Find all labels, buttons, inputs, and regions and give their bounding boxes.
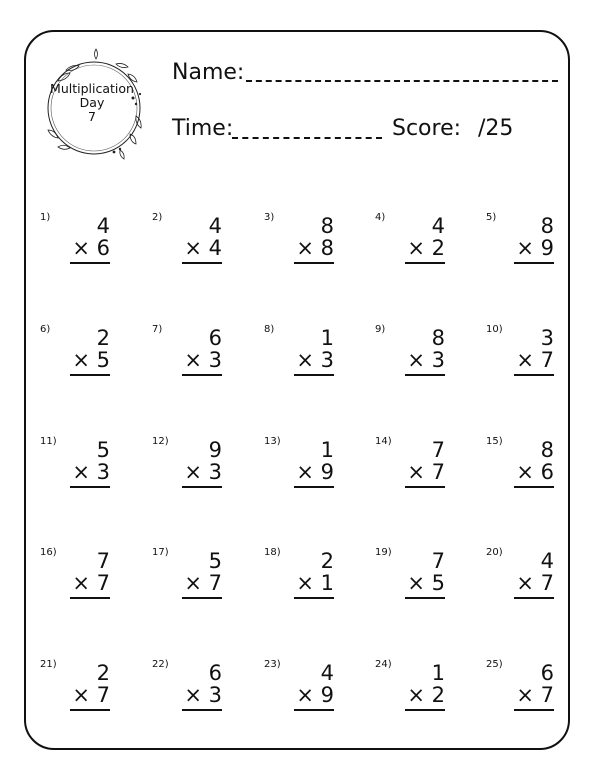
- answer-line[interactable]: [294, 597, 334, 599]
- score-label: Score:: [392, 116, 462, 141]
- problem-5: [486, 212, 554, 282]
- multiplicand: 3: [540, 326, 554, 350]
- problem-number: 6): [40, 324, 51, 335]
- multiplier: × 3: [184, 683, 222, 707]
- answer-line[interactable]: [405, 486, 445, 488]
- problem-number: 8): [264, 324, 275, 335]
- problem-20: [486, 547, 554, 617]
- multiplicand: 1: [431, 661, 445, 685]
- multiplier: × 7: [407, 460, 445, 484]
- multiplicand: 7: [96, 549, 110, 573]
- problem-4: [375, 212, 445, 282]
- problem-number: 19): [375, 547, 392, 558]
- answer-line[interactable]: [514, 597, 554, 599]
- multiplier: × 4: [184, 236, 222, 260]
- problem-number: 17): [152, 547, 169, 558]
- answer-line[interactable]: [514, 486, 554, 488]
- multiplicand: 4: [431, 214, 445, 238]
- multiplier: × 7: [184, 571, 222, 595]
- multiplier: × 2: [407, 683, 445, 707]
- multiplicand: 4: [320, 661, 334, 685]
- badge-line-2: Day: [79, 95, 105, 110]
- answer-line[interactable]: [294, 374, 334, 376]
- multiplicand: 5: [96, 438, 110, 462]
- multiplier: × 3: [72, 460, 110, 484]
- multiplier: × 5: [407, 571, 445, 595]
- multiplicand: 1: [320, 326, 334, 350]
- multiplicand: 1: [320, 438, 334, 462]
- problem-25: [486, 659, 554, 729]
- multiplier: × 7: [72, 683, 110, 707]
- multiplicand: 4: [540, 549, 554, 573]
- problem-number: 25): [486, 659, 503, 670]
- answer-line[interactable]: [182, 486, 222, 488]
- answer-line[interactable]: [182, 709, 222, 711]
- multiplicand: 8: [540, 214, 554, 238]
- problem-18: [264, 547, 334, 617]
- answer-line[interactable]: [70, 486, 110, 488]
- answer-line[interactable]: [405, 597, 445, 599]
- problem-1: [40, 212, 110, 282]
- multiplier: × 6: [516, 460, 554, 484]
- problem-number: 21): [40, 659, 57, 670]
- multiplicand: 8: [320, 214, 334, 238]
- multiplier: × 5: [72, 348, 110, 372]
- problem-number: 14): [375, 436, 392, 447]
- multiplicand: 5: [208, 549, 222, 573]
- problem-3: [264, 212, 334, 282]
- multiplicand: 8: [540, 438, 554, 462]
- problem-number: 22): [152, 659, 169, 670]
- time-field[interactable]: [232, 137, 382, 139]
- multiplicand: 4: [96, 214, 110, 238]
- name-field[interactable]: [246, 80, 558, 82]
- problem-number: 5): [486, 212, 497, 223]
- multiplier: × 7: [516, 683, 554, 707]
- multiplicand: 2: [320, 549, 334, 573]
- problem-16: [40, 547, 110, 617]
- multiplicand: 8: [431, 326, 445, 350]
- answer-line[interactable]: [182, 374, 222, 376]
- problem-number: 11): [40, 436, 57, 447]
- problem-14: [375, 436, 445, 506]
- multiplicand: 7: [431, 549, 445, 573]
- problem-number: 24): [375, 659, 392, 670]
- problem-number: 13): [264, 436, 281, 447]
- problem-22: [152, 659, 222, 729]
- problem-7: [152, 324, 222, 394]
- problem-number: 23): [264, 659, 281, 670]
- problem-number: 4): [375, 212, 386, 223]
- multiplicand: 2: [96, 661, 110, 685]
- problem-6: [40, 324, 110, 394]
- answer-line[interactable]: [294, 709, 334, 711]
- multiplier: × 3: [296, 348, 334, 372]
- multiplier: × 3: [184, 460, 222, 484]
- multiplier: × 9: [516, 236, 554, 260]
- multiplicand: 6: [540, 661, 554, 685]
- answer-line[interactable]: [514, 709, 554, 711]
- problem-12: [152, 436, 222, 506]
- name-label: Name:: [172, 60, 245, 85]
- problem-24: [375, 659, 445, 729]
- problem-number: 2): [152, 212, 163, 223]
- problem-23: [264, 659, 334, 729]
- problem-13: [264, 436, 334, 506]
- multiplicand: 6: [208, 326, 222, 350]
- answer-line[interactable]: [294, 486, 334, 488]
- problem-number: 18): [264, 547, 281, 558]
- score-total: /25: [478, 116, 514, 141]
- multiplier: × 9: [296, 683, 334, 707]
- time-label: Time:: [172, 116, 234, 141]
- problem-11: [40, 436, 110, 506]
- answer-line[interactable]: [294, 262, 334, 264]
- answer-line[interactable]: [182, 262, 222, 264]
- problem-10: [486, 324, 554, 394]
- problem-number: 16): [40, 547, 57, 558]
- problem-number: 7): [152, 324, 163, 335]
- multiplier: × 1: [296, 571, 334, 595]
- day-badge: [36, 82, 148, 124]
- multiplier: × 3: [184, 348, 222, 372]
- answer-line[interactable]: [70, 262, 110, 264]
- problem-2: [152, 212, 222, 282]
- answer-line[interactable]: [70, 597, 110, 599]
- answer-line[interactable]: [405, 709, 445, 711]
- answer-line[interactable]: [405, 374, 445, 376]
- problem-17: [152, 547, 222, 617]
- problem-21: [40, 659, 110, 729]
- multiplicand: 9: [208, 438, 222, 462]
- problem-15: [486, 436, 554, 506]
- problem-number: 12): [152, 436, 169, 447]
- multiplicand: 2: [96, 326, 110, 350]
- problem-8: [264, 324, 334, 394]
- problem-number: 15): [486, 436, 503, 447]
- answer-line[interactable]: [514, 374, 554, 376]
- answer-line[interactable]: [70, 709, 110, 711]
- multiplicand: 4: [208, 214, 222, 238]
- multiplicand: 7: [431, 438, 445, 462]
- answer-line[interactable]: [405, 262, 445, 264]
- badge-line-3: 7: [88, 109, 96, 124]
- answer-line[interactable]: [182, 597, 222, 599]
- multiplier: × 7: [72, 571, 110, 595]
- problem-9: [375, 324, 445, 394]
- multiplier: × 2: [407, 236, 445, 260]
- problem-number: 3): [264, 212, 275, 223]
- multiplier: × 9: [296, 460, 334, 484]
- answer-line[interactable]: [70, 374, 110, 376]
- problem-19: [375, 547, 445, 617]
- multiplier: × 6: [72, 236, 110, 260]
- problem-number: 10): [486, 324, 503, 335]
- multiplier: × 3: [407, 348, 445, 372]
- badge-line-1: Multiplication: [50, 81, 134, 96]
- multiplier: × 7: [516, 571, 554, 595]
- problem-number: 20): [486, 547, 503, 558]
- multiplicand: 6: [208, 661, 222, 685]
- problem-number: 1): [40, 212, 51, 223]
- answer-line[interactable]: [514, 262, 554, 264]
- multiplier: × 7: [516, 348, 554, 372]
- multiplier: × 8: [296, 236, 334, 260]
- problem-number: 9): [375, 324, 386, 335]
